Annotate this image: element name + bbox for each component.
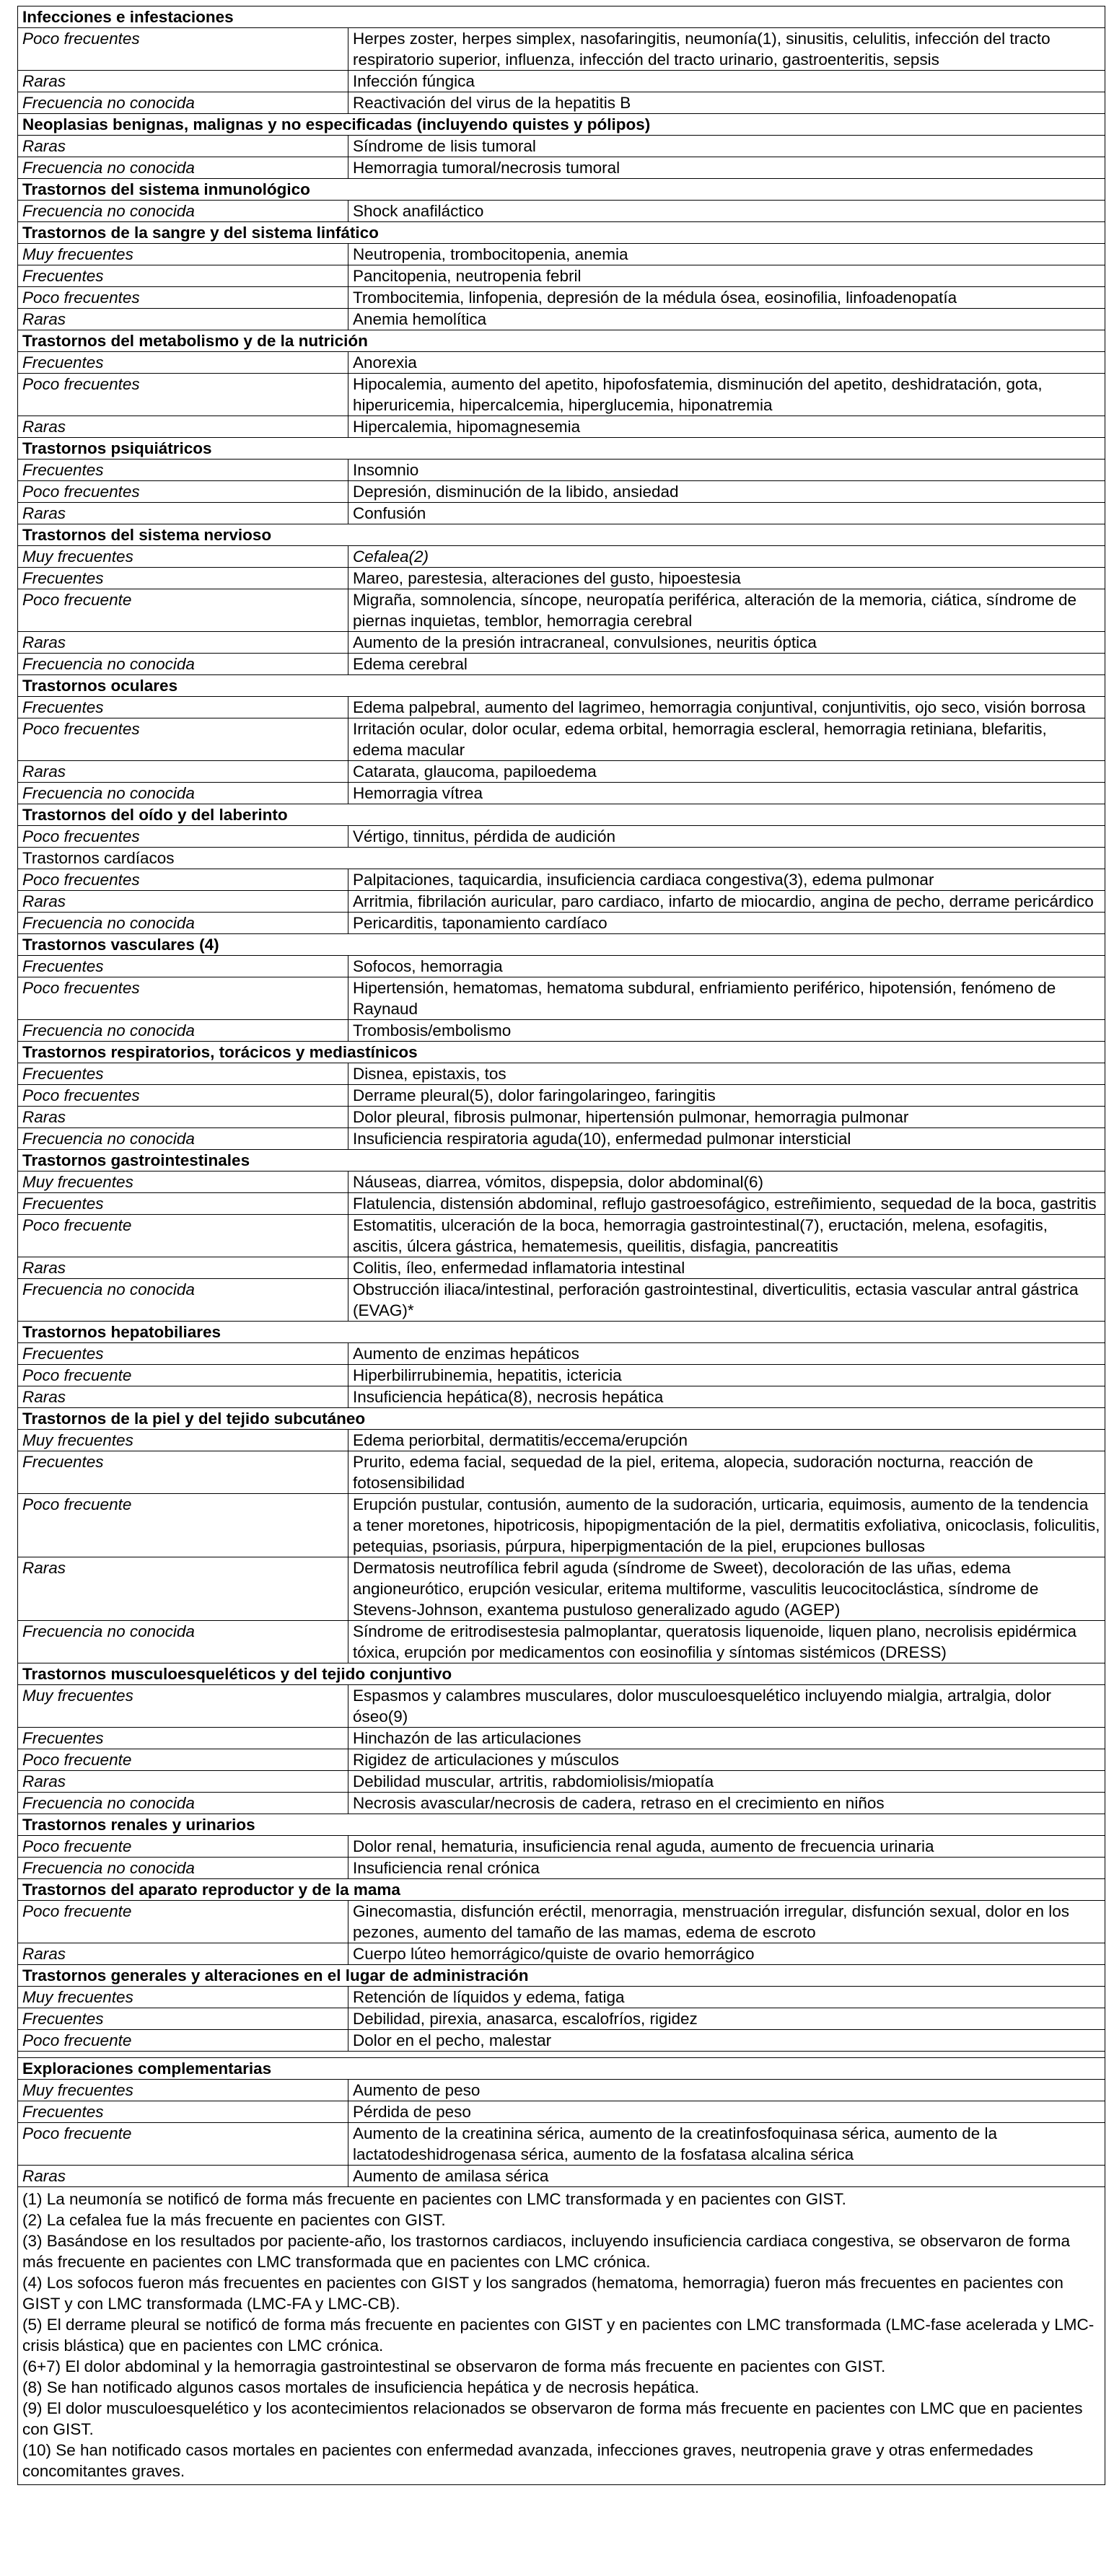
reaction-cell: Ginecomastia, disfunción eréctil, menorragia, menstruación irregular, disfunción sexual, dolor en los pezones, aumento del tamaño de las mamas, edema de escroto xyxy=(348,1901,1105,1943)
frequency-cell: Frecuencia no conocida xyxy=(18,1793,348,1814)
table-row xyxy=(18,1020,1105,1042)
frequency-cell: Frecuentes xyxy=(18,1343,348,1365)
reaction-cell: Mareo, parestesia, alteraciones del gusto, hipoestesia xyxy=(348,568,1105,589)
table-row xyxy=(18,869,1105,891)
frequency-cell: Poco frecuentes xyxy=(18,287,348,309)
frequency-cell: Frecuentes xyxy=(18,460,348,481)
table-row xyxy=(18,28,1105,71)
frequency-cell: Poco frecuente xyxy=(18,589,348,632)
frequency-cell: Poco frecuentes xyxy=(18,28,348,71)
frequency-cell: Frecuencia no conocida xyxy=(18,201,348,222)
table-row xyxy=(18,1128,1105,1150)
table-row xyxy=(18,568,1105,589)
table-row xyxy=(18,92,1105,114)
table-row xyxy=(18,1171,1105,1193)
reaction-cell: Sofocos, hemorragia xyxy=(348,956,1105,977)
table-row xyxy=(18,1901,1105,1943)
section-header-row xyxy=(18,1150,1105,1171)
frequency-cell: Raras xyxy=(18,1557,348,1621)
reaction-cell: Aumento de enzimas hepáticos xyxy=(348,1343,1105,1365)
table-row xyxy=(18,1771,1105,1793)
table-row xyxy=(18,1621,1105,1663)
frequency-cell: Poco frecuentes xyxy=(18,869,348,891)
spacer-cell xyxy=(18,2052,1105,2058)
frequency-cell: Frecuentes xyxy=(18,697,348,718)
reaction-cell: Hinchazón de las articulaciones xyxy=(348,1728,1105,1749)
reaction-cell: Insuficiencia hepática(8), necrosis hepática xyxy=(348,1386,1105,1408)
table-row xyxy=(18,503,1105,524)
reaction-cell: Herpes zoster, herpes simplex, nasofaringitis, neumonía(1), sinusitis, celulitis, infección del tracto respiratorio superior, influenza, infección del tracto urinario, gastroenteritis, sepsis xyxy=(348,28,1105,71)
reaction-cell: Dolor renal, hematuria, insuficiencia renal aguda, aumento de frecuencia urinaria xyxy=(348,1836,1105,1858)
table-row xyxy=(18,697,1105,718)
table-row xyxy=(18,136,1105,157)
table-row xyxy=(18,1685,1105,1728)
section-header-row xyxy=(18,114,1105,136)
frequency-cell: Frecuencia no conocida xyxy=(18,1279,348,1322)
reaction-cell: Pericarditis, taponamiento cardíaco xyxy=(348,913,1105,934)
table-row xyxy=(18,718,1105,761)
table-row xyxy=(18,416,1105,438)
reaction-cell: Dolor en el pecho, malestar xyxy=(348,2030,1105,2052)
footnote: (6+7) El dolor abdominal y la hemorragia gastrointestinal se observaron de forma más frecuente en pacientes con GIST. xyxy=(22,2357,886,2375)
table-row xyxy=(18,654,1105,675)
table-row xyxy=(18,783,1105,804)
reaction-cell: Debilidad muscular, artritis, rabdomiolisis/miopatía xyxy=(348,1771,1105,1793)
reaction-cell: Síndrome de lisis tumoral xyxy=(348,136,1105,157)
section-title: Infecciones e infestaciones xyxy=(18,6,1105,28)
table-row xyxy=(18,287,1105,309)
frequency-cell: Raras xyxy=(18,71,348,92)
reaction-cell: Cefalea(2) xyxy=(348,546,1105,568)
footnote: (4) Los sofocos fueron más frecuentes en pacientes con GIST y los sangrados (hematoma, hemorragia) fueron más frecuentes en pacientes con GIST y con LMC transformada (LMC-FA y LMC-CB). xyxy=(22,2274,1063,2313)
reaction-cell: Anorexia xyxy=(348,352,1105,374)
table-row xyxy=(18,826,1105,848)
table-row xyxy=(18,1728,1105,1749)
frequency-cell: Frecuentes xyxy=(18,2008,348,2030)
table-row xyxy=(18,891,1105,913)
table-row xyxy=(18,1343,1105,1365)
frequency-cell: Raras xyxy=(18,416,348,438)
reaction-cell: Espasmos y calambres musculares, dolor musculoesquelético incluyendo mialgia, artralgia, dolor óseo(9) xyxy=(348,1685,1105,1728)
reaction-cell: Hipertensión, hematomas, hematoma subdural, enfriamiento periférico, hipotensión, fenómeno de Raynaud xyxy=(348,977,1105,1020)
reaction-cell: Pérdida de peso xyxy=(348,2101,1105,2123)
table-row xyxy=(18,1279,1105,1322)
reaction-cell: Insuficiencia renal crónica xyxy=(348,1858,1105,1879)
section-title: Trastornos de la piel y del tejido subcutáneo xyxy=(18,1408,1105,1430)
reaction-cell: Estomatitis, ulceración de la boca, hemorragia gastrointestinal(7), eructación, melena, esofagitis, ascitis, úlcera gástrica, hematemesis, queilitis, disfagia, pancreatitis xyxy=(348,1215,1105,1257)
table-row xyxy=(18,1943,1105,1965)
frequency-cell: Poco frecuente xyxy=(18,1365,348,1386)
table-row xyxy=(18,481,1105,503)
reaction-cell: Cuerpo lúteo hemorrágico/quiste de ovario hemorrágico xyxy=(348,1943,1105,1965)
table-row xyxy=(18,761,1105,783)
table-row xyxy=(18,157,1105,179)
table-row xyxy=(18,2101,1105,2123)
reaction-cell: Hemorragia vítrea xyxy=(348,783,1105,804)
reaction-cell: Hipocalemia, aumento del apetito, hipofosfatemia, disminución del apetito, deshidratación, gota, hiperuricemia, hipercalcemia, hiperglucemia, hiponatremia xyxy=(348,374,1105,416)
frequency-cell: Frecuencia no conocida xyxy=(18,1621,348,1663)
section-title: Trastornos psiquiátricos xyxy=(18,438,1105,460)
section-title: Trastornos del aparato reproductor y de la mama xyxy=(18,1879,1105,1901)
table-row xyxy=(18,1793,1105,1814)
table-row xyxy=(18,2008,1105,2030)
table-row xyxy=(18,1193,1105,1215)
table-row xyxy=(18,244,1105,265)
frequency-cell: Raras xyxy=(18,2166,348,2187)
reaction-cell: Prurito, edema facial, sequedad de la piel, eritema, alopecia, sudoración nocturna, reacción de fotosensibilidad xyxy=(348,1451,1105,1494)
reaction-cell: Anemia hemolítica xyxy=(348,309,1105,330)
reaction-cell: Hipercalemia, hipomagnesemia xyxy=(348,416,1105,438)
frequency-cell: Muy frecuentes xyxy=(18,1430,348,1451)
reaction-cell: Erupción pustular, contusión, aumento de la sudoración, urticaria, equimosis, aumento de la tendencia a tener moretones, hipotricosis, hipopigmentación de la piel, dermatitis exfoliativa, onicoclasis, foliculitis, petequias, psoriasis, púrpura, hiperpigmentación de la piel, erupciones bullosas xyxy=(348,1494,1105,1557)
frequency-cell: Poco frecuentes xyxy=(18,977,348,1020)
reaction-cell: Trombosis/embolismo xyxy=(348,1020,1105,1042)
section-header-row xyxy=(18,1042,1105,1063)
frequency-cell: Raras xyxy=(18,1943,348,1965)
table-row xyxy=(18,1063,1105,1085)
table-row xyxy=(18,265,1105,287)
reaction-cell: Dermatosis neutrofílica febril aguda (síndrome de Sweet), decoloración de las uñas, edema angioneurótico, erupción vesicular, eritema multiforme, vasculitis leucocitoclástica, síndrome de Stevens-Johnson, exantema pustuloso generalizado agudo (AGEP) xyxy=(348,1557,1105,1621)
table-row xyxy=(18,1257,1105,1279)
reaction-cell: Insomnio xyxy=(348,460,1105,481)
reaction-cell: Colitis, íleo, enfermedad inflamatoria intestinal xyxy=(348,1257,1105,1279)
frequency-cell: Frecuencia no conocida xyxy=(18,157,348,179)
table-row xyxy=(18,913,1105,934)
section-title: Exploraciones complementarias xyxy=(18,2058,1105,2080)
section-header-row xyxy=(18,1408,1105,1430)
table-row xyxy=(18,71,1105,92)
section-header-row xyxy=(18,675,1105,697)
frequency-cell: Frecuentes xyxy=(18,568,348,589)
frequency-cell: Raras xyxy=(18,632,348,654)
section-header-row xyxy=(18,848,1105,869)
section-title: Trastornos del sistema inmunológico xyxy=(18,179,1105,201)
adverse-reactions-table xyxy=(17,6,1105,2187)
section-title: Trastornos cardíacos xyxy=(18,848,1105,869)
reaction-cell: Confusión xyxy=(348,503,1105,524)
section-header-row xyxy=(18,1814,1105,1836)
section-title: Trastornos del sistema nervioso xyxy=(18,524,1105,546)
frequency-cell: Poco frecuentes xyxy=(18,718,348,761)
frequency-cell: Muy frecuentes xyxy=(18,1171,348,1193)
frequency-cell: Frecuentes xyxy=(18,1728,348,1749)
frequency-cell: Frecuencia no conocida xyxy=(18,1020,348,1042)
frequency-cell: Frecuentes xyxy=(18,1451,348,1494)
section-title: Neoplasias benignas, malignas y no especificadas (incluyendo quistes y pólipos) xyxy=(18,114,1105,136)
frequency-cell: Raras xyxy=(18,503,348,524)
reaction-cell: Pancitopenia, neutropenia febril xyxy=(348,265,1105,287)
table-row xyxy=(18,374,1105,416)
frequency-cell: Raras xyxy=(18,761,348,783)
table-row xyxy=(18,1107,1105,1128)
reaction-cell: Aumento de peso xyxy=(348,2080,1105,2101)
table-row xyxy=(18,1836,1105,1858)
section-header-row xyxy=(18,934,1105,956)
footnotes xyxy=(17,2187,1105,2485)
table-row xyxy=(18,2030,1105,2052)
section-header-row xyxy=(18,1663,1105,1685)
table-row xyxy=(18,1494,1105,1557)
reaction-cell: Palpitaciones, taquicardia, insuficiencia cardiaca congestiva(3), edema pulmonar xyxy=(348,869,1105,891)
reaction-cell: Shock anafiláctico xyxy=(348,201,1105,222)
section-title: Trastornos del oído y del laberinto xyxy=(18,804,1105,826)
reaction-cell: Derrame pleural(5), dolor faringolaringeo, faringitis xyxy=(348,1085,1105,1107)
section-header-row xyxy=(18,222,1105,244)
section-header-row xyxy=(18,804,1105,826)
table-row xyxy=(18,201,1105,222)
reaction-cell: Catarata, glaucoma, papiloedema xyxy=(348,761,1105,783)
section-header-row xyxy=(18,1322,1105,1343)
table-row xyxy=(18,589,1105,632)
table-row xyxy=(18,1749,1105,1771)
table-row xyxy=(18,1215,1105,1257)
reaction-cell: Depresión, disminución de la libido, ansiedad xyxy=(348,481,1105,503)
table-row xyxy=(18,1386,1105,1408)
reaction-cell: Dolor pleural, fibrosis pulmonar, hipertensión pulmonar, hemorragia pulmonar xyxy=(348,1107,1105,1128)
frequency-cell: Frecuencia no conocida xyxy=(18,92,348,114)
frequency-cell: Frecuencia no conocida xyxy=(18,654,348,675)
reaction-cell: Migraña, somnolencia, síncope, neuropatía periférica, alteración de la memoria, ciática, síndrome de piernas inquietas, temblor, hemorragia cerebral xyxy=(348,589,1105,632)
reaction-cell: Vértigo, tinnitus, pérdida de audición xyxy=(348,826,1105,848)
frequency-cell: Frecuentes xyxy=(18,2101,348,2123)
table-row xyxy=(18,977,1105,1020)
reaction-cell: Síndrome de eritrodisestesia palmoplantar, queratosis liquenoide, liquen plano, necrolisis epidérmica tóxica, erupción por medicamentos con eosinofilia y síntomas sistémicos (DRESS) xyxy=(348,1621,1105,1663)
reaction-cell: Aumento de amilasa sérica xyxy=(348,2166,1105,2187)
table-row xyxy=(18,1858,1105,1879)
reaction-cell: Disnea, epistaxis, tos xyxy=(348,1063,1105,1085)
footnote: (8) Se han notificado algunos casos mortales de insuficiencia hepática y de necrosis hepática. xyxy=(22,2378,700,2396)
reaction-cell: Flatulencia, distensión abdominal, reflujo gastroesofágico, estreñimiento, sequedad de la boca, gastritis xyxy=(348,1193,1105,1215)
reaction-cell: Hiperbilirrubinemia, hepatitis, ictericia xyxy=(348,1365,1105,1386)
reaction-cell: Arritmia, fibrilación auricular, paro cardiaco, infarto de miocardio, angina de pecho, derrame pericárdico xyxy=(348,891,1105,913)
section-header-row xyxy=(18,524,1105,546)
reaction-cell: Náuseas, diarrea, vómitos, dispepsia, dolor abdominal(6) xyxy=(348,1171,1105,1193)
frequency-cell: Raras xyxy=(18,891,348,913)
frequency-cell: Poco frecuentes xyxy=(18,481,348,503)
section-title: Trastornos renales y urinarios xyxy=(18,1814,1105,1836)
section-header-row xyxy=(18,6,1105,28)
section-header-row xyxy=(18,1965,1105,1987)
reaction-cell: Infección fúngica xyxy=(348,71,1105,92)
frequency-cell: Frecuencia no conocida xyxy=(18,1858,348,1879)
frequency-cell: Frecuencia no conocida xyxy=(18,783,348,804)
section-header-row xyxy=(18,179,1105,201)
section-title: Trastornos oculares xyxy=(18,675,1105,697)
frequency-cell: Muy frecuentes xyxy=(18,1987,348,2008)
frequency-cell: Poco frecuentes xyxy=(18,826,348,848)
frequency-cell: Raras xyxy=(18,309,348,330)
frequency-cell: Frecuentes xyxy=(18,265,348,287)
table-row xyxy=(18,309,1105,330)
frequency-cell: Frecuencia no conocida xyxy=(18,1128,348,1150)
frequency-cell: Muy frecuentes xyxy=(18,2080,348,2101)
frequency-cell: Poco frecuente xyxy=(18,2123,348,2166)
section-header-row xyxy=(18,438,1105,460)
reaction-cell: Edema periorbital, dermatitis/eccema/erupción xyxy=(348,1430,1105,1451)
frequency-cell: Poco frecuentes xyxy=(18,1085,348,1107)
section-title: Trastornos generales y alteraciones en el lugar de administración xyxy=(18,1965,1105,1987)
frequency-cell: Poco frecuente xyxy=(18,1215,348,1257)
footnote: (2) La cefalea fue la más frecuente en pacientes con GIST. xyxy=(22,2211,446,2229)
frequency-cell: Raras xyxy=(18,136,348,157)
frequency-cell: Poco frecuente xyxy=(18,2030,348,2052)
table-row xyxy=(18,1557,1105,1621)
reaction-cell: Edema cerebral xyxy=(348,654,1105,675)
section-title: Trastornos musculoesqueléticos y del tejido conjuntivo xyxy=(18,1663,1105,1685)
table-row xyxy=(18,2080,1105,2101)
footnote: (3) Basándose en los resultados por paciente-año, los trastornos cardiacos, incluyendo insuficiencia cardiaca congestiva, se observaron de forma más frecuente en pacientes con LMC transformada que en pacientes con LMC crónica. xyxy=(22,2232,1071,2271)
table-row xyxy=(18,2166,1105,2187)
section-spacer xyxy=(18,2052,1105,2058)
frequency-cell: Raras xyxy=(18,1107,348,1128)
frequency-cell: Frecuentes xyxy=(18,1063,348,1085)
reaction-cell: Rigidez de articulaciones y músculos xyxy=(348,1749,1105,1771)
table-row xyxy=(18,352,1105,374)
frequency-cell: Frecuentes xyxy=(18,956,348,977)
frequency-cell: Muy frecuentes xyxy=(18,244,348,265)
section-title: Trastornos gastrointestinales xyxy=(18,1150,1105,1171)
reaction-cell: Trombocitemia, linfopenia, depresión de la médula ósea, eosinofilia, linfoadenopatía xyxy=(348,287,1105,309)
frequency-cell: Muy frecuentes xyxy=(18,546,348,568)
footnote: (10) Se han notificado casos mortales en pacientes con enfermedad avanzada, infecciones graves, neutropenia grave y otras enfermedades concomitantes graves. xyxy=(22,2441,1033,2480)
frequency-cell: Frecuencia no conocida xyxy=(18,913,348,934)
section-title: Trastornos de la sangre y del sistema linfático xyxy=(18,222,1105,244)
section-title: Trastornos vasculares (4) xyxy=(18,934,1105,956)
reaction-cell: Hemorragia tumoral/necrosis tumoral xyxy=(348,157,1105,179)
table-row xyxy=(18,1085,1105,1107)
table-row xyxy=(18,1430,1105,1451)
frequency-cell: Poco frecuente xyxy=(18,1494,348,1557)
table-row xyxy=(18,1987,1105,2008)
frequency-cell: Poco frecuente xyxy=(18,1836,348,1858)
table-row xyxy=(18,1365,1105,1386)
table-row xyxy=(18,546,1105,568)
footnote: (1) La neumonía se notificó de forma más frecuente en pacientes con LMC transformada y en pacientes con GIST. xyxy=(22,2190,846,2208)
section-header-row xyxy=(18,1879,1105,1901)
frequency-cell: Raras xyxy=(18,1257,348,1279)
reaction-cell: Debilidad, pirexia, anasarca, escalofríos, rigidez xyxy=(348,2008,1105,2030)
frequency-cell: Frecuentes xyxy=(18,1193,348,1215)
table-row xyxy=(18,2123,1105,2166)
section-header-row xyxy=(18,330,1105,352)
frequency-cell: Frecuentes xyxy=(18,352,348,374)
section-title: Trastornos respiratorios, torácicos y mediastínicos xyxy=(18,1042,1105,1063)
table-row xyxy=(18,460,1105,481)
section-header-row xyxy=(18,2058,1105,2080)
reaction-cell: Reactivación del virus de la hepatitis B xyxy=(348,92,1105,114)
reaction-cell: Aumento de la presión intracraneal, convulsiones, neuritis óptica xyxy=(348,632,1105,654)
reaction-cell: Obstrucción iliaca/intestinal, perforación gastrointestinal, diverticulitis, ectasia vascular antral gástrica (EVAG)* xyxy=(348,1279,1105,1322)
reaction-cell: Retención de líquidos y edema, fatiga xyxy=(348,1987,1105,2008)
frequency-cell: Muy frecuentes xyxy=(18,1685,348,1728)
reaction-cell: Neutropenia, trombocitopenia, anemia xyxy=(348,244,1105,265)
frequency-cell: Poco frecuentes xyxy=(18,374,348,416)
section-title: Trastornos del metabolismo y de la nutrición xyxy=(18,330,1105,352)
footnote: (9) El dolor musculoesquelético y los acontecimientos relacionados se observaron de forma más frecuente en pacientes con LMC que en pacientes con GIST. xyxy=(22,2399,1083,2438)
reaction-cell: Edema palpebral, aumento del lagrimeo, hemorragia conjuntival, conjuntivitis, ojo seco, visión borrosa xyxy=(348,697,1105,718)
table-row xyxy=(18,632,1105,654)
table-row xyxy=(18,1451,1105,1494)
footnote: (5) El derrame pleural se notificó de forma más frecuente en pacientes con GIST y en pacientes con LMC transformada (LMC-fase acelerada y LMC-crisis blástica) que en pacientes con LMC crónica. xyxy=(22,2316,1095,2355)
frequency-cell: Raras xyxy=(18,1771,348,1793)
reaction-cell: Aumento de la creatinina sérica, aumento de la creatinfosfoquinasa sérica, aumento de la lactatodeshidrogenasa sérica, aumento de la fosfatasa alcalina sérica xyxy=(348,2123,1105,2166)
table-row xyxy=(18,956,1105,977)
reaction-cell: Irritación ocular, dolor ocular, edema orbital, hemorragia escleral, hemorragia retiniana, blefaritis, edema macular xyxy=(348,718,1105,761)
reaction-cell: Necrosis avascular/necrosis de cadera, retraso en el crecimiento en niños xyxy=(348,1793,1105,1814)
frequency-cell: Poco frecuente xyxy=(18,1749,348,1771)
reaction-cell: Insuficiencia respiratoria aguda(10), enfermedad pulmonar intersticial xyxy=(348,1128,1105,1150)
frequency-cell: Raras xyxy=(18,1386,348,1408)
section-title: Trastornos hepatobiliares xyxy=(18,1322,1105,1343)
frequency-cell: Poco frecuente xyxy=(18,1901,348,1943)
